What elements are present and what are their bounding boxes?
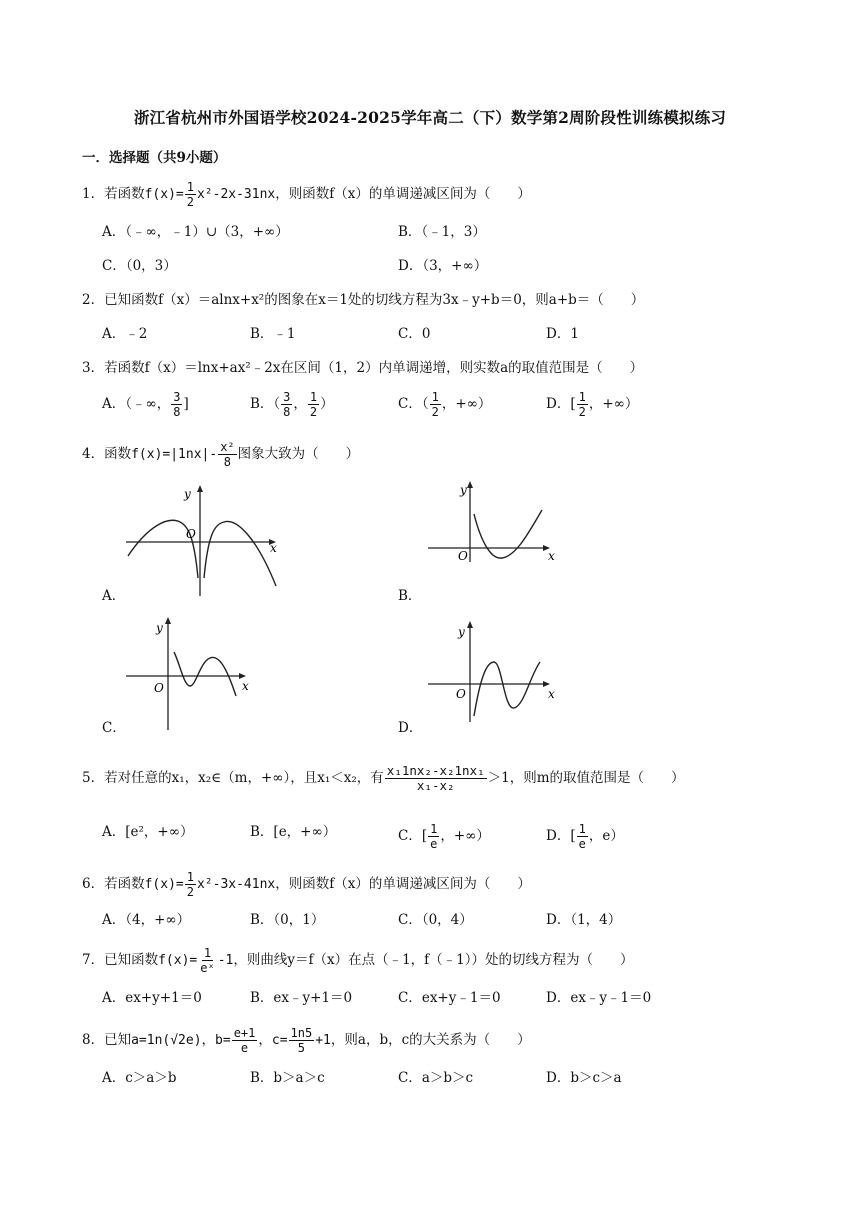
formula: x²-2x-31nx — [196, 187, 276, 202]
origin-label: O — [456, 687, 466, 701]
option-c: C．a＞b＞c — [398, 1070, 474, 1086]
question-1 — [82, 180, 531, 209]
option-b: B．﹣1 — [250, 326, 296, 342]
question-text: ，则曲线y＝f（x）在点（﹣1，f（﹣1））处的切线方程为（ ） — [233, 952, 634, 968]
fraction: $\frac{\text{x²}}{8}$ — [220, 440, 235, 469]
formula-c: c= — [271, 1033, 288, 1048]
option-b-label: B． — [398, 588, 422, 604]
option-d-label: D． — [398, 720, 423, 736]
fraction: $\frac{3}{8}$ — [283, 390, 291, 419]
graph-b — [424, 478, 560, 564]
fraction: $\frac{\text{x₁1nx₂-x₂1nx₁}}{\text{x₁-x₂}}$ — [386, 763, 485, 793]
origin-label: O — [458, 549, 468, 563]
option-a: A．c＞a＞b — [102, 1070, 177, 1086]
option-c: C．（0，4） — [398, 912, 473, 928]
option-b: B．（﹣1，3） — [398, 224, 486, 240]
question-5 — [82, 764, 685, 793]
option-b: B．（0，1） — [250, 912, 325, 928]
option-d: D．[ $\frac{1}{e}$ ，e） — [546, 822, 624, 851]
question-number: 6． — [82, 876, 105, 892]
option-d: D．1 — [546, 326, 579, 342]
axis-label-y: y — [156, 621, 163, 635]
formula: x²-3x-41nx — [196, 877, 276, 892]
axis-label-x: x — [548, 687, 555, 701]
fraction: $\frac{1}{\text{eˣ}}$ — [200, 946, 215, 975]
formula-b: b= — [215, 1033, 231, 1048]
question-number: 7． — [82, 952, 105, 968]
question-text: 函数 — [104, 446, 132, 462]
question-8: 8．已知a=1n(√2e)，b= $\frac{e+1}{e}$ ，c= $\frac{1n5}{5}$ +1，则a，b，c的大关系为（ ） — [82, 1026, 531, 1055]
question-text: ，则函数f（x）的单调递减区间为（ ） — [275, 876, 531, 892]
option-a-label: A． — [102, 588, 126, 604]
question-text: 若函数 — [104, 186, 145, 202]
graph-d — [424, 618, 560, 724]
question-3 — [82, 358, 643, 378]
origin-label: O — [154, 681, 164, 695]
option-d: D．ex﹣y﹣1＝0 — [546, 990, 652, 1006]
section-heading: 一．选择题（共9小题） — [82, 150, 227, 166]
fraction: $\frac{3}{8}$ — [173, 390, 181, 419]
question-text: ＞1，则m的取值范围是（ ） — [487, 770, 685, 786]
question-6 — [82, 870, 531, 899]
axis-label-x: x — [242, 679, 249, 693]
axis-label-y: y — [458, 625, 465, 639]
fraction: $\frac{1}{2}$ — [186, 180, 194, 209]
option-c: C．0 — [398, 326, 431, 342]
formula-a: a=1n(√2e) — [131, 1033, 202, 1048]
axis-label-y: y — [460, 483, 467, 497]
fraction: $\frac{1}{e}$ — [430, 822, 438, 851]
formula: f(x)= — [144, 187, 184, 202]
option-a: A．（﹣∞，﹣1）∪（3，+∞） — [102, 224, 289, 240]
question-text: 已知 — [104, 1032, 132, 1048]
question-number: 4． — [82, 446, 105, 462]
question-2 — [82, 290, 644, 310]
formula: f(x)= — [158, 953, 198, 968]
question-number: 3． — [82, 360, 105, 376]
page-title: 浙江省杭州市外国语学校2024-2025学年高二（下）数学第2周阶段性训练模拟练习 — [133, 108, 727, 127]
option-d: D．[ $\frac{1}{2}$ ，+∞） — [546, 390, 639, 419]
question-4 — [82, 440, 359, 469]
option-c: C．ex+y﹣1＝0 — [398, 990, 501, 1006]
question-text: 若函数f（x）＝lnx+ax²﹣2x在区间（1，2）内单调递增，则实数a的取值范围是（ ） — [104, 360, 644, 376]
question-text: 已知函数 — [104, 952, 159, 968]
question-number: 1． — [82, 186, 105, 202]
question-text: ，则函数f（x）的单调递减区间为（ ） — [275, 186, 531, 202]
option-d: D．b＞c＞a — [546, 1070, 622, 1086]
question-text: 若函数 — [104, 876, 145, 892]
option-c: C．（0，3） — [102, 258, 177, 274]
formula: -1 — [217, 953, 234, 968]
option-a: A．（4，+∞） — [102, 912, 191, 928]
formula: f(x)=|1nx|- — [131, 447, 218, 462]
option-d: D．（3，+∞） — [398, 258, 488, 274]
option-c: C．[ $\frac{1}{e}$ ，+∞） — [398, 822, 490, 851]
origin-label: O — [186, 527, 196, 541]
question-number: 8． — [82, 1032, 105, 1048]
fraction: $\frac{1}{2}$ — [309, 390, 318, 419]
question-text: 若对任意的x₁，x₂∈（m，+∞），且x₁＜x₂，有 — [104, 770, 384, 786]
option-a: A．（﹣∞， $\frac{3}{8}$ ] — [102, 390, 189, 419]
question-number: 2． — [82, 292, 105, 308]
option-b: B．ex﹣y+1＝0 — [250, 990, 353, 1006]
axis-label-x: x — [270, 541, 277, 555]
option-b: B．[e，+∞） — [250, 824, 337, 840]
fraction: $\frac{1}{e}$ — [578, 822, 586, 851]
axis-label-x: x — [548, 549, 555, 563]
option-a: A．﹣2 — [102, 326, 148, 342]
formula: f(x)= — [144, 877, 184, 892]
option-c-label: C． — [102, 720, 126, 736]
axis-label-y: y — [184, 487, 191, 501]
question-text: 图象大致为（ ） — [237, 446, 360, 462]
option-d: D．（1，4） — [546, 912, 622, 928]
graph-c — [124, 614, 256, 732]
fraction: $\frac{1}{2}$ — [186, 870, 194, 899]
fraction: $\frac{1n5}{5}$ — [290, 1026, 313, 1055]
fraction: $\frac{1}{2}$ — [431, 390, 439, 419]
option-b: B．（ $\frac{3}{8}$ ， $\frac{1}{2}$ ） — [250, 390, 334, 419]
question-7 — [82, 946, 634, 975]
fraction: $\frac{e+1}{e}$ — [233, 1026, 256, 1055]
option-b: B．b＞a＞c — [250, 1070, 325, 1086]
graph-a — [124, 478, 286, 598]
option-a: A．ex+y+1＝0 — [102, 990, 202, 1006]
question-number: 5． — [82, 770, 105, 786]
question-text: 已知函数f（x）＝alnx+x²的图象在x＝1处的切线方程为3x﹣y+b＝0，则a+b＝（ ） — [104, 292, 645, 308]
question-text: ，则a，b，c的大关系为（ ） — [330, 1032, 531, 1048]
option-a: A．[e²，+∞） — [102, 824, 194, 840]
fraction: $\frac{1}{2}$ — [578, 390, 586, 419]
option-c: C．（ $\frac{1}{2}$ ，+∞） — [398, 390, 492, 419]
